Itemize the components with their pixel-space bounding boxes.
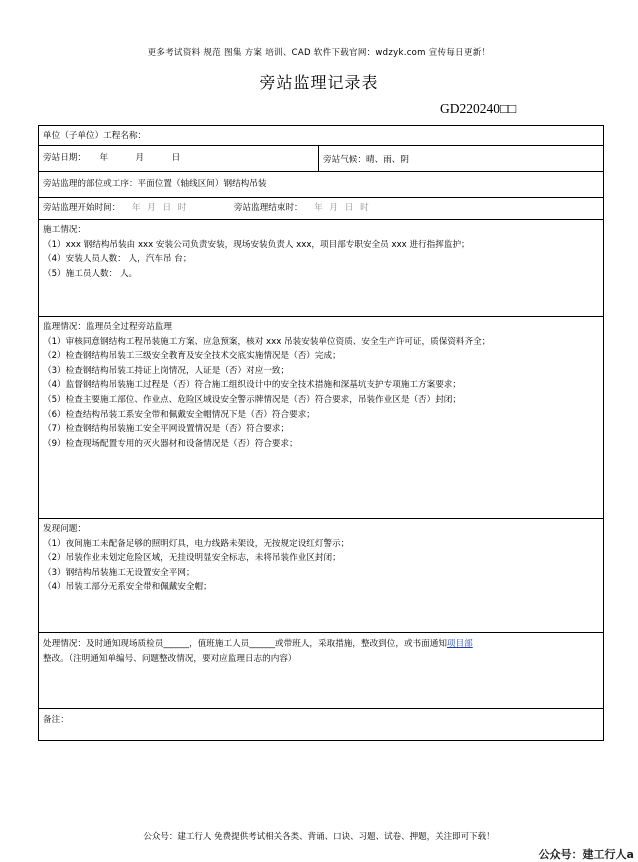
project-dept-link[interactable]: 项目部 (446, 639, 473, 649)
supervision-item: （5）检查主要施工部位、作业点、危险区域设安全警示牌情况是（否）符合要求，吊装作业区是（否）封闭； (43, 394, 461, 405)
date-month: 月 (135, 153, 145, 163)
supervision-item: （3）检查钢结构吊装工持证上岗情况，人证是（否）对应一致； (43, 365, 290, 376)
supervision-heading: 监理情况：监理员全过程旁站监理 (43, 322, 172, 332)
time-row (39, 198, 603, 220)
start-value: 年 月 日 时 (131, 203, 189, 213)
unit-label: 单位（子单位）工程名称： (43, 131, 147, 141)
handling-note: 整改。（注明通知单编号、问题整改情况，要对应监理日志的内容） (43, 653, 297, 664)
date-label: 旁站日期： (43, 153, 86, 163)
weather-label: 旁站气候： (323, 155, 366, 165)
watermark: 公众号：建工行人a (538, 848, 634, 861)
unit-row (39, 126, 603, 146)
supervision-item: （1）审核同意钢结构工程吊装施工方案、应急预案，核对 xxx 吊装安装单位资质、安全生产许可证，质保资料齐全； (43, 336, 491, 347)
construction-item: （1）xxx 钢结构吊装由 xxx 安装公司负责安装，现场安装负责人 xxx，项目部专职安全员 xxx 进行指挥监护； (43, 239, 470, 250)
problem-item: （2）吊装作业未划定危险区域，无挂设明显安全标志，未将吊装作业区封闭； (43, 553, 341, 564)
problems-section (39, 519, 603, 633)
supervision-item: （7）检查钢结构吊装施工安全平网设置情况是（否）符合要求； (43, 424, 290, 435)
supervision-item: （4）监督钢结构吊装施工过程是（否）符合施工组织设计中的安全技术措施和深基坑支护专项施工方案要求； (43, 380, 461, 391)
supervision-item: （9）检查现场配置专用的灭火器材和设备情况是（否）符合要求； (43, 438, 298, 449)
footer-note: 公众号：建工行人 免费提供考试相关各类、背诵、口诀、习题、试卷、押题，关注即可下载！ (143, 832, 495, 842)
record-form (38, 125, 604, 741)
position-value: 平面位置（轴线区间）钢结构吊装 (137, 179, 267, 189)
construction-heading: 施工情况： (43, 225, 86, 235)
construction-item: （4）安装人员人数： 人，汽车吊 台； (43, 254, 192, 265)
position-row (39, 172, 603, 198)
problem-item: （3）钢结构吊装施工无设置安全平网； (43, 567, 195, 578)
end-label: 旁站监理结束时： (233, 203, 303, 213)
form-code: GD220240□□ (440, 101, 517, 116)
date-year: 年 (99, 153, 109, 163)
supervision-item: （6）检查结构吊装工系安全带和佩戴安全帽情况下是（否）符合要求； (43, 409, 315, 420)
remarks-label: 备注： (43, 715, 69, 725)
problem-item: （1）夜间施工未配备足够的照明灯具，电力线路未架设，无按规定设红灯警示； (43, 538, 350, 549)
remarks-section (39, 709, 603, 742)
handling-section (39, 633, 603, 709)
top-note: 更多考试资料 规范 图集 方案 培训、CAD 软件下载官网：wdzyk.com 宣传每日更新！ (147, 48, 491, 58)
start-label: 旁站监理开始时间： (43, 203, 121, 213)
problem-item: （4）吊装工部分无系安全带和佩戴安全帽； (43, 582, 212, 593)
weather-value: 晴、雨、阴 (365, 155, 409, 165)
date-weather-row (39, 146, 603, 172)
problems-heading: 发现问题： (43, 524, 86, 534)
page-title: 旁站监理记录表 (259, 73, 379, 92)
date-day: 日 (171, 153, 181, 163)
construction-section (39, 220, 603, 317)
supervision-section (39, 317, 603, 519)
position-label: 旁站监理的部位或工序： (43, 179, 138, 189)
construction-item: （5）施工员人数： 人。 (43, 268, 138, 279)
supervision-item: （2）检查钢结构吊装工三级安全教育及安全技术交底实施情况是（否）完成； (43, 351, 341, 362)
end-value: 年 月 日 时 (314, 203, 371, 213)
handling-text: 处理情况：及时通知现场质检员______，值班施工人员______或带班人，采取措施，整改到位，或书面通知 (43, 639, 447, 649)
